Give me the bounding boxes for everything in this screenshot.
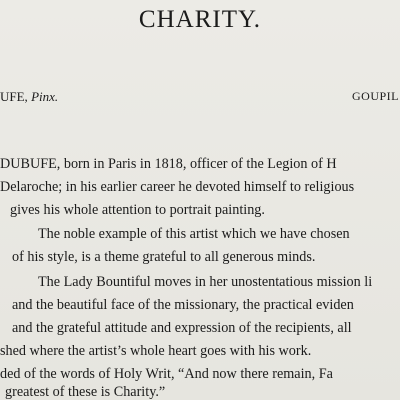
- body-line-8: and the grateful attitude and expression of the recipients, all: [12, 320, 352, 336]
- body-line-11: greatest of these is Charity.”: [5, 384, 166, 400]
- publisher-credit: GOUPIL: [352, 89, 399, 103]
- body-line-1: DUBUFE, born in Paris in 1818, officer of the Legion of H: [0, 156, 337, 172]
- painter-pinx: Pinx.: [31, 89, 59, 104]
- body-line-7: and the beautiful face of the missionary, the practical eviden: [12, 297, 354, 313]
- body-line-5: of his style, is a theme grateful to all generous minds.: [12, 249, 316, 265]
- body-line-9: shed where the artist’s whole heart goes with his work.: [0, 343, 312, 359]
- body-line-2: Delaroche; in his earlier career he devoted himself to religious: [0, 179, 355, 195]
- body-line-4: The noble example of this artist which we have chosen: [38, 226, 350, 242]
- painter-credit: [0, 89, 58, 105]
- body-line-6: The Lady Bountiful moves in her unostentatious mission li: [38, 274, 373, 290]
- painter-name: UFE,: [0, 89, 28, 104]
- body-line-3: gives his whole attention to portrait painting.: [10, 202, 265, 218]
- page-title: CHARITY.: [138, 6, 262, 33]
- body-line-10: ded of the words of Holy Writ, “And now there remain, Fa: [0, 366, 333, 382]
